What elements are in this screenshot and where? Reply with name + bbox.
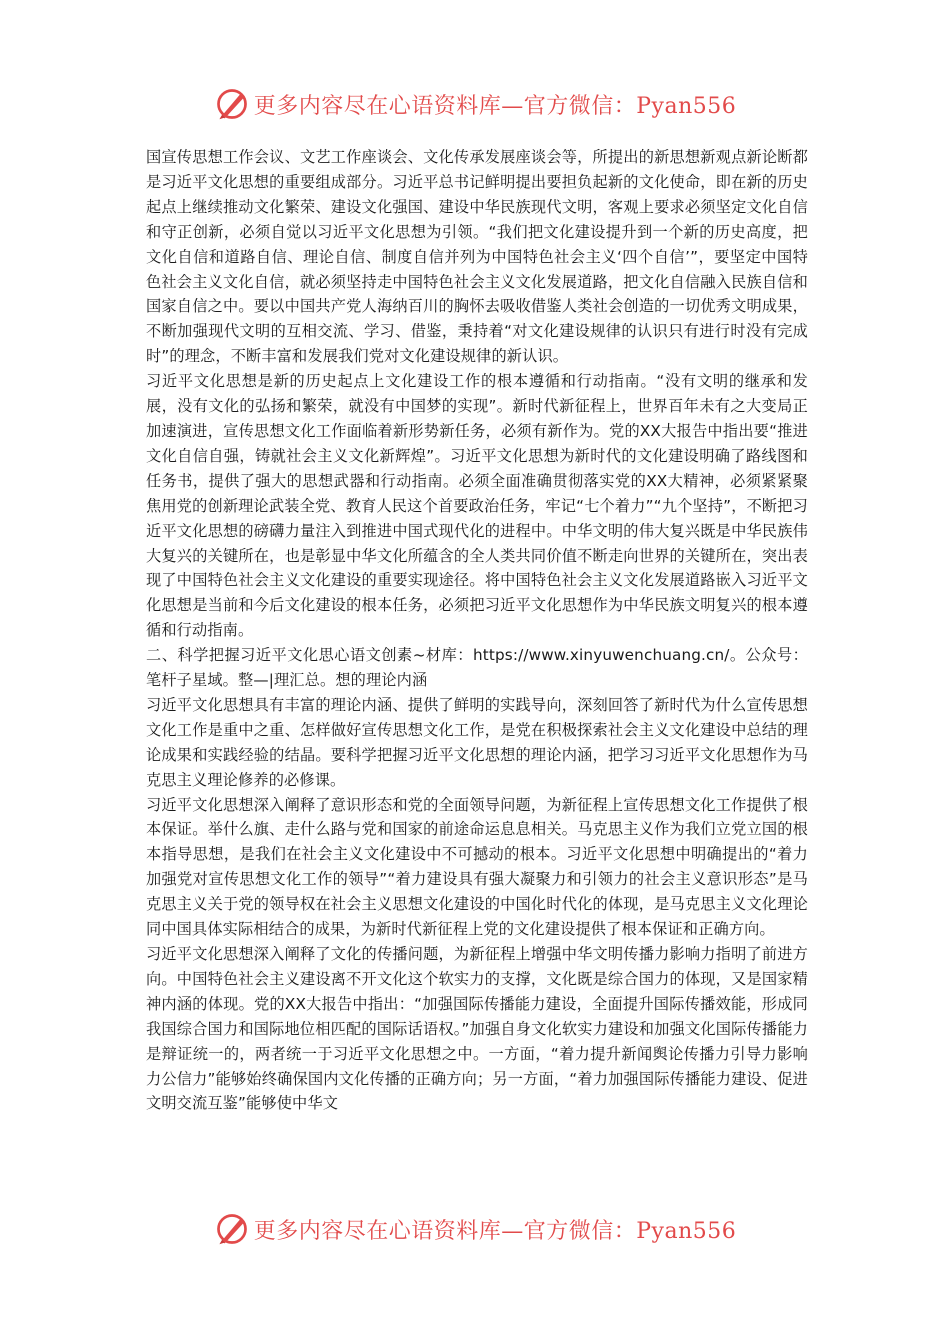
paragraph: 国宣传思想工作会议、文艺工作座谈会、文化传承发展座谈会等，所提出的新思想新观点新论断都是习近平文化思想的重要组成部分。习近平总书记鲜明提出要担负起新的文化使命，即在新的历史起点上继续推动文化繁荣、建设文化强国、建设中华民族现代文明，客观上要求必须坚定文化自信和守正创新，必须自觉以习近平文化思想为引领。“我们把文化建设提升到一个新的历史高度，把文化自信和道路自信、理论自信、制度自信并列为中国特色社会主义‘四个自信’”，要坚定中国特色社会主义文化自信，就必须坚持走中国特色社会主义文化发展道路，把文化自信融入民族自信和国家自信之中。要以中国共产党人海纳百川的胸怀去吸收借鉴人类社会创造的一切优秀文明成果，不断加强现代文明的互相交流、学习、借鉴，秉持着“对文化建设规律的认识只有进行时没有完成时”的理念，不断丰富和发展我们党对文化建设规律的新认识。: [146, 148, 808, 366]
banner-text: 更多内容尽在心语资料库—官方微信：Pyan556: [253, 93, 737, 119]
pen-logo-icon: [214, 1211, 250, 1247]
paragraph: 习近平文化思想深入阐释了意识形态和党的全面领导问题，为新征程上宣传思想文化工作提供了根本保证。举什么旗、走什么路与党和国家的前途命运息息相关。马克思主义作为我们立党立国的根本指导思想，是我们在社会主义文化建设中不可撼动的根本。习近平文化思想中明确提出的“着力加强党对宣传思想文化工作的领导”“着力建设具有强大凝聚力和引领力的社会主义意识形态”是马克思主义关于党的领导权在社会主义思想文化建设的中国化时代化的体现，是马克思主义文化理论同中国具体实际相结合的成果，为新时代新征程上党的文化建设提供了根本保证和正确方向。: [146, 795, 808, 939]
header-banner: [0, 82, 950, 126]
footer-banner: [0, 1207, 950, 1251]
paragraph: 习近平文化思想具有丰富的理论内涵、提供了鲜明的实践导向，深刻回答了新时代为什么宣传思想文化工作是重中之重、怎样做好宣传思想文化工作，是党在积极探索社会主义文化建设中总结的理论成果和实践经验的结晶。要科学把握习近平文化思想的理论内涵，把学习习近平文化思想作为马克思主义理论修养的必修课。: [146, 695, 808, 789]
section-heading: 二、科学把握习近平文化思心语文创素~材库：https://www.xinyuwenchuang.cn/。公众号：笔杆子星域。整—|理汇总。想的理论内涵: [146, 646, 808, 690]
pen-logo-icon: [214, 86, 250, 122]
banner-text: 更多内容尽在心语资料库—官方微信：Pyan556: [253, 1218, 737, 1244]
paragraph: 习近平文化思想深入阐释了文化的传播问题，为新征程上增强中华文明传播力影响力指明了前进方向。中国特色社会主义建设离不开文化这个软实力的支撑，文化既是综合国力的体现，又是国家精神内涵的体现。党的XX大报告中指出：“加强国际传播能力建设，全面提升国际传播效能，形成同我国综合国力和国际地位相匹配的国际话语权。”加强自身文化软实力建设和加强文化国际传播能力是辩证统一的，两者统一于习近平文化思想之中。一方面，“着力提升新闻舆论传播力引导力影响力公信力”能够始终确保国内文化传播的正确方向；另一方面，“着力加强国际传播能力建设、促进文明交流互鉴”能够使中华文: [146, 945, 808, 1113]
document-body: [146, 145, 808, 1116]
paragraph: 习近平文化思想是新的历史起点上文化建设工作的根本遵循和行动指南。“没有文明的继承和发展，没有文化的弘扬和繁荣，就没有中国梦的实现”。新时代新征程上，世界百年未有之大变局正加速演进，宣传思想文化工作面临着新形势新任务，必须有新作为。党的XX大报告中指出要“推进文化自信自强，铸就社会主义文化新辉煌”。习近平文化思想为新时代的文化建设明确了路线图和任务书，提供了强大的思想武器和行动指南。必须全面准确贯彻落实党的XX大精神，必须紧紧聚焦用党的创新理论武装全党、教育人民这个首要政治任务，牢记“七个着力”“九个坚持”，不断把习近平文化思想的磅礴力量注入到推进中国式现代化的进程中。中华文明的伟大复兴既是中华民族伟大复兴的关键所在，也是彰显中华文化所蕴含的全人类共同价值不断走向世界的关键所在，突出表现了中国特色社会主义文化建设的重要实现途径。将中国特色社会主义文化发展道路嵌入习近平文化思想是当前和今后文化建设的根本任务，必须把习近平文化思想作为中华民族文明复兴的根本遵循和行动指南。: [146, 372, 808, 640]
